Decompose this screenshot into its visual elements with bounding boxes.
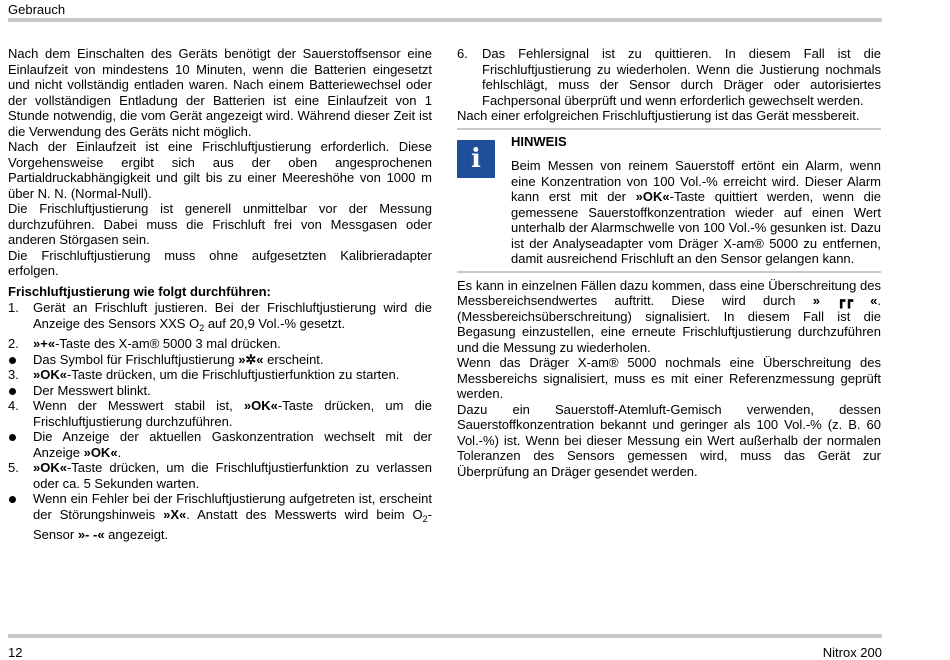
bullet-icon <box>9 388 16 395</box>
paragraph-part: Es kann in einzelnen Fällen dazu kommen, dass eine Überschreitung des Messbereichsendwertes auftritt. Diese wird durch <box>457 277 881 308</box>
section-heading: Frischluftjustierung wie folgt durchführen: <box>8 283 271 299</box>
step-text: erscheint. <box>263 351 324 367</box>
dash-symbol-label: »- -« <box>77 527 105 542</box>
step-text: Wenn der Messwert stabil ist, <box>33 398 244 413</box>
step-text: -Taste des X-am® 5000 3 mal drücken. <box>55 336 281 351</box>
step-number: 2. <box>8 336 19 351</box>
list-item <box>8 383 432 399</box>
step-number: 4. <box>8 398 19 413</box>
list-item <box>8 429 432 460</box>
paragraph-part: .(Messbereichsüberschreitung) signalisiert. In diesem Fall ist die Begasung einzustellen, eine erneute Frischluftjustierung durchzuführen und die Messung zu wiederholen. <box>457 293 882 355</box>
step-number: 6. <box>457 46 468 61</box>
paragraph-reference-check: Wenn das Dräger X-am® 5000 nochmals eine Überschreitung des Messbereichs signalisiert, muss es mit einer Referenzmessung geprüft werden. <box>457 355 881 401</box>
step-text: -Taste drücken, um die Frischluftjustierfunktion zu starten. <box>66 367 400 382</box>
procedure-list <box>8 300 432 543</box>
step-text: angezeigt. <box>104 527 169 542</box>
paragraph-fresh-air-required: Nach der Einlaufzeit ist eine Frischluftjustierung erforderlich. Diese Vorgehensweise ergibt sich aus der oben angesprochenen Partialdruckabhängigkeit und gilt bis zu einer Meereshöhe von 1000 m über N. N. (Normal-Null). <box>8 139 432 201</box>
step-text: Die Anzeige der aktuellen Gaskonzentration wechselt mit der Anzeige <box>33 429 432 460</box>
step-text: . <box>117 444 122 460</box>
step-number: 5. <box>8 460 19 475</box>
hint-rule <box>457 128 881 130</box>
list-item <box>8 300 432 336</box>
list-item <box>8 398 432 429</box>
ok-key-label: »OK« <box>243 398 278 413</box>
left-column <box>8 46 432 543</box>
subscript: 2 <box>199 322 205 333</box>
page-number: 12 <box>8 645 23 660</box>
error-symbol-label: »X« <box>163 506 187 522</box>
step-number: 3. <box>8 367 19 382</box>
step-number: 1. <box>8 300 19 315</box>
step-text: -Sensor <box>33 506 433 542</box>
paragraph-reference-mixture: Dazu ein Sauerstoff-Atemluft-Gemisch verwenden, dessen Sauerstoffkonzentration bekannt und geringer als 100 Vol.-% (z. B. 60 Vol.-%) ist. Wenn bei dieser Messung ein Wert außerhalb der normalen Toleranzen des Sensors gemessen wird, muss das Gerät zur Überprüfung an Dräger gesendet werden. <box>457 401 881 479</box>
paragraph-overrange <box>457 278 881 356</box>
list-item <box>8 367 432 383</box>
hint-text-part: Beim Messen von reinem Sauerstoff ertönt ein Alarm, wenn eine Konzentration von 100 Vol.-% erreicht wird. Dieser Alarm kann erst mit der <box>511 158 881 204</box>
bullet-icon <box>9 357 16 364</box>
paragraph-no-adapter: Die Frischluftjustierung muss ohne aufgesetzten Kalibrieradapter erfolgen. <box>8 247 432 278</box>
hint-box <box>457 134 881 267</box>
step-text: Der Messwert blinkt. <box>33 382 151 398</box>
step-text: . Anstatt des Messwerts wird beim O <box>186 506 423 522</box>
ok-key-label: »OK« <box>33 460 67 475</box>
list-item <box>457 46 881 108</box>
list-item <box>8 491 432 543</box>
info-icon: i <box>457 140 495 178</box>
step-text: Gerät an Frischluft justieren. Bei der Frischluftjustierung wird die Anzeige des Sensors XXS O <box>33 300 432 331</box>
step-text: Das Symbol für Frischluftjustierung <box>33 351 239 367</box>
paragraph-warmup: Nach dem Einschalten des Geräts benötigt der Sauerstoffsensor eine Einlaufzeit von mindestens 10 Minuten, wenn die Batterien eingesetzt und nicht vollständig entladen waren. Nach einem Batteriewechsel oder der vollständigen Entladung der Batterien ist eine Einlaufzeit von 1 Stunde notwendig, die vom Gerät angezeigt wird. Während dieser Zeit ist die Verwendung des Geräts nicht möglich. <box>8 46 432 139</box>
list-item <box>8 336 432 352</box>
plus-key-label: »+« <box>33 336 56 351</box>
subscript: 2 <box>422 513 428 524</box>
header-rule <box>8 18 882 22</box>
hint-text <box>511 158 881 267</box>
footer-rule <box>8 634 882 638</box>
fresh-air-symbol-icon: »✲« <box>238 351 264 367</box>
step-text: -Taste drücken, um die Frischluftjustierung durchzuführen. <box>33 398 432 429</box>
right-column <box>457 46 881 479</box>
list-item <box>8 352 432 368</box>
hint-title: HINWEIS <box>511 133 567 149</box>
step-text: auf 20,9 Vol.-% gesetzt. <box>204 315 346 331</box>
step-text: Das Fehlersignal ist zu quittieren. In diesem Fall ist die Frischluftjustierung zu wiederholen. Wenn die Justierung nochmals fehlschlägt, muss der Sensor durch Dräger oder autorisiertes Fachpersonal überprüft und wenn erforderlich gewechselt werden. <box>482 46 881 108</box>
product-name: Nitrox 200 <box>822 645 882 660</box>
page-header: Gebrauch <box>8 2 66 17</box>
ok-key-label: »OK« <box>635 189 670 204</box>
step-text: Wenn ein Fehler bei der Frischluftjustierung aufgetreten ist, erscheint der Störungshinweis <box>33 491 432 522</box>
bullet-icon <box>9 496 16 503</box>
paragraph-ready: Nach einer erfolgreichen Frischluftjustierung ist das Gerät messbereit. <box>457 108 860 123</box>
ok-key-label: »OK« <box>33 367 67 382</box>
list-item <box>8 460 432 491</box>
hint-text-part: -Taste quittiert werden, wenn die gemessene Sauerstoffkonzentration wieder auf einen Wert unterhalb der Alarmschwelle von 100 Vol.-% gesunken ist. Dazu ist der Analyseadapter vom Dräger X-am® 5000 zu entfernen, damit ausreichend Frischluft an den Sensor gelangen kann. <box>511 189 881 266</box>
paragraph-before-measurement: Die Frischluftjustierung ist generell unmittelbar vor der Messung durchzuführen. Dabei muss die Frischluft frei von Messgasen oder anderen Störgasen sein. <box>8 201 432 247</box>
step-text: -Taste drücken, um die Frischluftjustierfunktion zu verlassen oder ca. 5 Sekunden warten. <box>33 460 432 491</box>
ok-key-label: »OK« <box>83 444 118 460</box>
hint-rule <box>457 271 881 273</box>
bullet-icon <box>9 434 16 441</box>
overrange-symbol-icon: » ┏┏ « <box>812 293 878 308</box>
